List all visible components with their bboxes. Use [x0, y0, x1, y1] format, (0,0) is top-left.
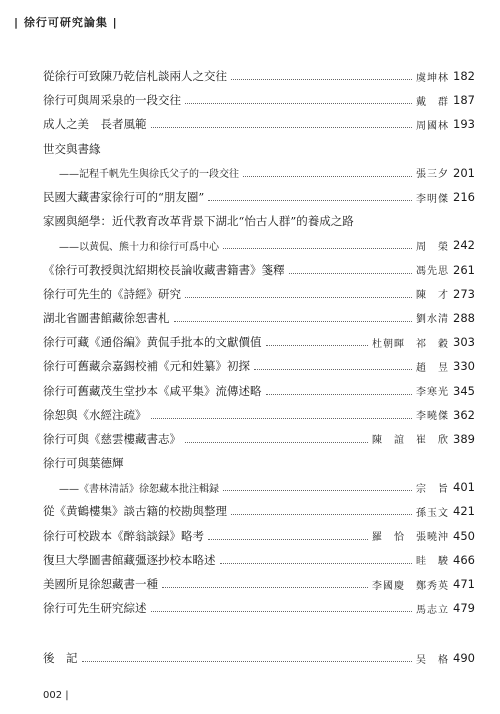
toc-entry[interactable]	[43, 475, 475, 499]
toc-entry-title: 徐恕與《水經注疏》	[43, 407, 147, 422]
toc-entry-author: 周國林	[416, 120, 449, 132]
toc-entry-page: 330	[453, 359, 475, 374]
leader-dots	[231, 513, 412, 515]
toc-entry-title: 後 記	[43, 651, 78, 666]
toc-entry-title: 徐行可藏《通俗編》黄侃手批本的文獻價值	[43, 335, 262, 350]
section-gap	[43, 620, 475, 646]
toc-entry-author: 劉水清	[416, 314, 449, 326]
toc-entry-title: 徐行可與葉德輝	[43, 456, 124, 471]
toc-entry-author: 張三夕	[416, 169, 449, 181]
toc-entry[interactable]	[43, 185, 475, 209]
toc-entry[interactable]	[43, 88, 475, 112]
toc-entry-page: 242	[453, 238, 475, 253]
toc-entry-author: 戴 群	[416, 96, 449, 108]
toc-entry[interactable]	[43, 548, 475, 572]
toc-entry-title: 徐行可校跋本《醉翁談録》略考	[43, 528, 204, 543]
toc-entry-author: 杜朝暉 祁 穀	[372, 338, 449, 350]
leader-dots	[223, 247, 412, 249]
toc-entry-page: 182	[453, 69, 475, 84]
toc-entry-author: 宗 旨	[416, 483, 449, 495]
leader-dots	[266, 344, 369, 346]
toc-entry[interactable]	[43, 233, 475, 257]
toc-entry[interactable]	[43, 112, 475, 136]
toc-entry-page: 345	[453, 383, 475, 398]
toc-entry-title: 家國與絕學：近代教育改革背景下湖北“怡古人群”的養成之路	[43, 214, 354, 229]
toc-entry-title: 從徐行可致陳乃乾信札談兩人之交往	[43, 69, 227, 84]
toc-entry[interactable]	[43, 354, 475, 378]
toc-entry-page: 450	[453, 528, 475, 543]
toc-entry[interactable]	[43, 524, 475, 548]
toc-entry-subtitle: ——記程千帆先生與徐氏父子的一段交往	[59, 169, 239, 181]
toc-entry-author: 李國慶 鄭秀英	[372, 580, 449, 592]
toc-entry-title: 徐行可舊藏茂生堂抄本《咸平集》流傳述略	[43, 383, 262, 398]
toc-entry-author: 眭 駿	[416, 556, 449, 568]
leader-dots	[208, 199, 412, 201]
leader-dots	[151, 126, 413, 128]
leader-dots	[266, 393, 413, 395]
toc-entry-page: 421	[453, 504, 475, 519]
toc-entry-title: 成人之美 長者風範	[43, 117, 147, 132]
toc-entry-page: 261	[453, 262, 475, 277]
toc-entry-page: 288	[453, 310, 475, 325]
toc-entry-page: 303	[453, 335, 475, 350]
leader-dots	[243, 175, 412, 177]
toc-entry-author: 李寒光	[416, 387, 449, 399]
toc-entry-page: 471	[453, 577, 475, 592]
toc-entry-page: 216	[453, 190, 475, 205]
leader-dots	[185, 296, 412, 298]
toc-entry[interactable]	[43, 427, 475, 451]
toc-entry[interactable]	[43, 282, 475, 306]
toc-entry-title: 世交與書緣	[43, 141, 101, 156]
toc-entry[interactable]	[43, 378, 475, 402]
table-of-contents	[43, 64, 475, 671]
toc-entry-author: 陳 誼 崔 欣	[372, 435, 449, 447]
toc-entry[interactable]	[43, 161, 475, 185]
toc-entry-page: 389	[453, 431, 475, 446]
toc-entry[interactable]	[43, 330, 475, 354]
toc-entry-title: 徐行可先生的《詩經》研究	[43, 286, 181, 301]
leader-dots	[185, 441, 368, 443]
toc-entry-page: 466	[453, 552, 475, 567]
toc-entry[interactable]	[43, 572, 475, 596]
leader-dots	[208, 538, 368, 540]
toc-entry-page: 401	[453, 480, 475, 495]
leader-dots	[162, 586, 368, 588]
toc-entry-subtitle: ——以黄侃、熊十力和徐行可爲中心	[59, 241, 219, 253]
toc-entry-author: 周 榮	[416, 241, 449, 253]
page-number: 002 |	[43, 690, 69, 701]
leader-dots	[223, 489, 412, 491]
toc-entry[interactable]	[43, 596, 475, 620]
toc-entry-author: 虞坤林	[416, 72, 449, 84]
leader-dots	[231, 78, 412, 80]
leader-dots	[185, 102, 412, 104]
toc-entry-author: 陳 才	[416, 290, 449, 302]
toc-entry-title: 徐行可先生研究綜述	[43, 601, 147, 616]
toc-entry[interactable]	[43, 64, 475, 88]
toc-entry-author: 馬志立	[416, 604, 449, 616]
toc-entry[interactable]	[43, 258, 475, 282]
toc-entry-title: 從《黄鶴樓集》談古籍的校勘與整理	[43, 504, 227, 519]
leader-dots	[82, 660, 413, 662]
toc-entry-page: 490	[453, 651, 475, 666]
toc-entry-author: 李曉傑	[416, 411, 449, 423]
toc-entry-title: 民國大藏書家徐行可的“朋友圈”	[43, 190, 205, 205]
toc-entry[interactable]	[43, 451, 475, 475]
leader-dots	[151, 610, 413, 612]
toc-entry-author: 羅 恰 張曉沖	[372, 532, 449, 544]
toc-entry-page: 201	[453, 165, 475, 180]
toc-entry-title: 徐行可與周采泉的一段交往	[43, 93, 181, 108]
toc-entry-author: 馮先思	[416, 266, 449, 278]
toc-entry-title: 徐行可與《慈雲樓藏書志》	[43, 431, 181, 446]
toc-entry-subtitle: ——《書林清話》徐恕藏本批注輯録	[59, 483, 219, 495]
leader-dots	[174, 320, 413, 322]
leader-dots	[289, 272, 413, 274]
running-header: | 徐行可研究論集 |	[14, 16, 118, 29]
toc-entry[interactable]	[43, 499, 475, 523]
toc-entry-title: 美國所見徐恕藏書一種	[43, 577, 158, 592]
toc-entry-title: 徐行可舊藏佘嘉錫校補《元和姓纂》初探	[43, 359, 250, 374]
toc-entry-author: 趙 昱	[416, 362, 449, 374]
toc-entry-page: 273	[453, 286, 475, 301]
toc-entry[interactable]	[43, 209, 475, 233]
toc-entry-page: 479	[453, 601, 475, 616]
leader-dots	[254, 368, 412, 370]
toc-entry[interactable]	[43, 646, 475, 670]
toc-entry-page: 187	[453, 93, 475, 108]
toc-entry-title: 復旦大學圖書館藏彊逐抄校本略述	[43, 552, 216, 567]
leader-dots	[220, 562, 413, 564]
toc-entry-page: 362	[453, 407, 475, 422]
leader-dots	[151, 417, 413, 419]
toc-entry[interactable]	[43, 403, 475, 427]
toc-entry-title: 《徐行可教授與沈紹期校長論收藏書籍書》箋釋	[43, 262, 285, 277]
toc-entry-title: 湖北省圖書館藏徐恕書札	[43, 310, 170, 325]
toc-entry[interactable]	[43, 306, 475, 330]
toc-entry-author: 李明傑	[416, 193, 449, 205]
toc-entry-author: 孫玉文	[416, 507, 449, 519]
toc-entry-page: 193	[453, 117, 475, 132]
toc-entry[interactable]	[43, 137, 475, 161]
toc-entry-author: 吴 格	[416, 654, 449, 666]
